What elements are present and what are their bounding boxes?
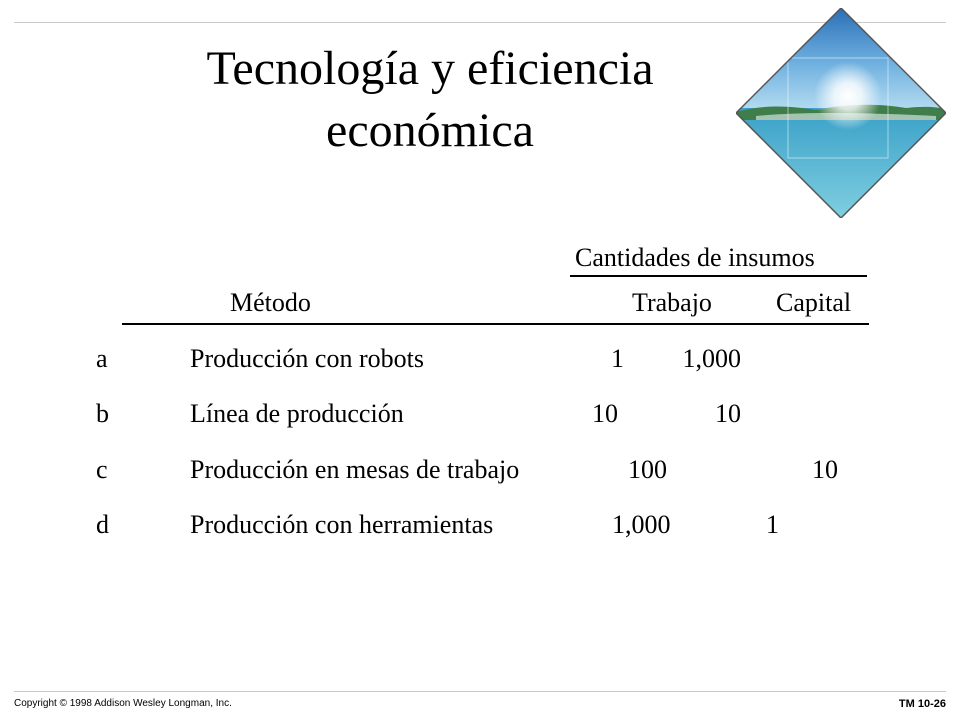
row-capital: 10 xyxy=(812,455,838,484)
row-capital: 1 xyxy=(766,510,779,539)
row-labor: 100 xyxy=(628,455,667,484)
row-letter: b xyxy=(96,399,109,428)
row-method: Producción con robots xyxy=(190,344,424,373)
column-header-labor: Trabajo xyxy=(632,288,712,317)
group-header-underline xyxy=(570,275,867,277)
group-header-input-quantities: Cantidades de insumos xyxy=(575,243,815,272)
title-line-1: Tecnología y eficiencia xyxy=(206,42,654,95)
row-labor: 10 xyxy=(592,399,618,428)
column-header-capital: Capital xyxy=(776,288,852,317)
header-underline xyxy=(122,323,869,325)
row-letter: a xyxy=(96,344,108,373)
slide-title xyxy=(120,38,740,162)
title-line-2: económica xyxy=(326,104,534,157)
row-method: Línea de producción xyxy=(190,399,404,428)
slide-number: TM 10-26 xyxy=(898,698,946,710)
row-letter: c xyxy=(96,455,108,484)
row-letter: d xyxy=(96,510,109,539)
row-method: Producción en mesas de trabajo xyxy=(190,455,520,484)
tropical-island-photo xyxy=(736,8,946,218)
row-labor: 1,000 xyxy=(612,510,671,539)
row-capital: 10 xyxy=(715,399,741,428)
row-labor: 1 xyxy=(611,344,624,373)
bottom-divider xyxy=(14,691,946,692)
row-capital: 1,000 xyxy=(682,344,741,373)
row-method: Producción con herramientas xyxy=(190,510,494,539)
column-header-method: Método xyxy=(230,288,311,317)
copyright-notice: Copyright © 1998 Addison Wesley Longman, Inc. xyxy=(14,698,232,709)
